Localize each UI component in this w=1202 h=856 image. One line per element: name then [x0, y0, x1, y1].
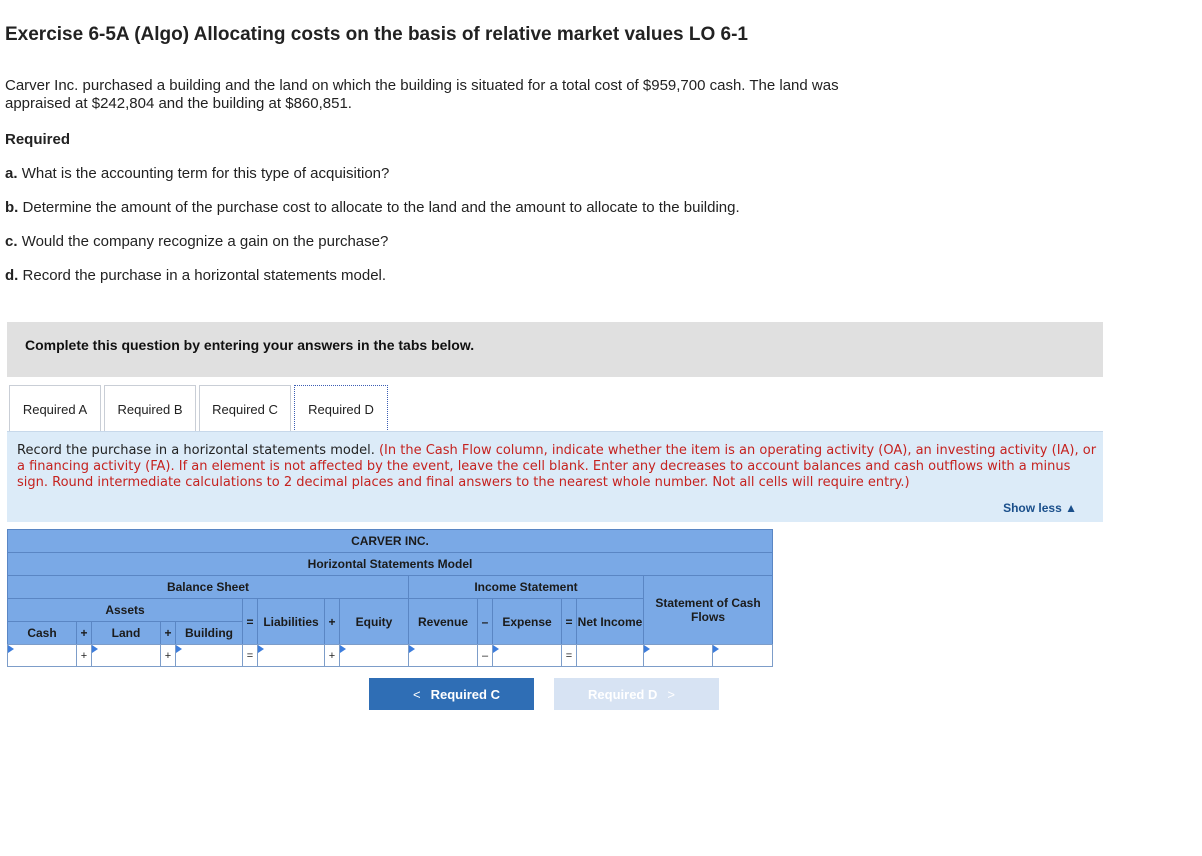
- next-required-button[interactable]: Required D >: [554, 678, 719, 710]
- question-c: c. Would the company recognize a gain on the purchase?: [5, 233, 389, 250]
- plus-sign: +: [160, 644, 176, 667]
- instruction-main: Record the purchase in a horizontal statements model.: [17, 443, 375, 458]
- cash-flow-activity-input[interactable]: [712, 644, 773, 667]
- previous-required-button[interactable]: < Required C: [369, 678, 534, 710]
- plus-sign: +: [76, 621, 92, 645]
- question-b: b. Determine the amount of the purchase cost to allocate to the land and the amount to allocate to the building.: [5, 199, 740, 216]
- model-subtitle: Horizontal Statements Model: [7, 552, 773, 576]
- instruction-note: (In the Cash Flow column, indicate whether the item is an operating activity (OA), an investing activity (IA), or a financing activity (FA). If an element is not affected by the event, leave the cell blank. Enter any decreases to account balances and cash outflows with a minus sign. Round intermediate calculations to 2 decimal places and final answers to the nearest whole number. Not all cells will require entry.): [17, 443, 1097, 490]
- net-income-header: Net Income: [576, 598, 644, 645]
- chevron-left-icon: <: [413, 686, 421, 702]
- building-input[interactable]: [175, 644, 243, 667]
- equals-sign: =: [561, 598, 577, 645]
- instruction-panel: [7, 431, 1103, 522]
- expense-header: Expense: [492, 598, 562, 645]
- question-d: d. Record the purchase in a horizontal statements model.: [5, 267, 387, 284]
- cash-input[interactable]: [7, 644, 77, 667]
- assets-header: Assets: [7, 598, 243, 622]
- revenue-header: Revenue: [408, 598, 478, 645]
- tab-required-d[interactable]: Required D: [294, 385, 388, 432]
- exercise-title: Exercise 6-5A (Algo) Allocating costs on the basis of relative market values LO 6-1: [5, 24, 749, 45]
- show-less-link[interactable]: Show less ▲: [1003, 501, 1077, 515]
- plus-sign: +: [324, 598, 340, 645]
- problem-intro: [5, 77, 905, 113]
- equity-input[interactable]: [339, 644, 409, 667]
- intro-line-1: Carver Inc. purchased a building and the land on which the building is situated for a total cost of $959,700 cash. The land was: [5, 77, 839, 94]
- building-header: Building: [175, 621, 243, 645]
- instruction-text: [17, 443, 1097, 491]
- cash-flows-header: Statement of Cash Flows: [643, 575, 773, 645]
- income-statement-header: Income Statement: [408, 575, 644, 599]
- minus-sign: –: [477, 644, 493, 667]
- triangle-up-icon: ▲: [1065, 501, 1077, 515]
- tab-required-a[interactable]: Required A: [9, 385, 101, 432]
- equals-sign: =: [561, 644, 577, 667]
- company-name: CARVER INC.: [7, 529, 773, 553]
- liabilities-input[interactable]: [257, 644, 325, 667]
- required-heading: Required: [5, 131, 71, 148]
- cash-flow-amount-input[interactable]: [643, 644, 713, 667]
- chevron-right-icon: >: [667, 686, 675, 702]
- land-header: Land: [91, 621, 161, 645]
- plus-sign: +: [324, 644, 340, 667]
- revenue-input[interactable]: [408, 644, 478, 667]
- plus-sign: +: [160, 621, 176, 645]
- minus-sign: –: [477, 598, 493, 645]
- balance-sheet-header: Balance Sheet: [7, 575, 409, 599]
- complete-prompt-banner: [7, 322, 1103, 377]
- equity-header: Equity: [339, 598, 409, 645]
- tab-required-c[interactable]: Required C: [199, 385, 291, 432]
- net-income-cell: [576, 644, 644, 667]
- liabilities-header: Liabilities: [257, 598, 325, 645]
- equals-sign: =: [242, 644, 258, 667]
- expense-input[interactable]: [492, 644, 562, 667]
- equals-sign: =: [242, 598, 258, 645]
- question-a: a. What is the accounting term for this type of acquisition?: [5, 165, 390, 182]
- complete-prompt-text: Complete this question by entering your answers in the tabs below.: [25, 337, 475, 353]
- plus-sign: +: [76, 644, 92, 667]
- tab-required-b[interactable]: Required B: [104, 385, 196, 432]
- intro-line-2: appraised at $242,804 and the building at $860,851.: [5, 95, 352, 112]
- land-input[interactable]: [91, 644, 161, 667]
- cash-header: Cash: [7, 621, 77, 645]
